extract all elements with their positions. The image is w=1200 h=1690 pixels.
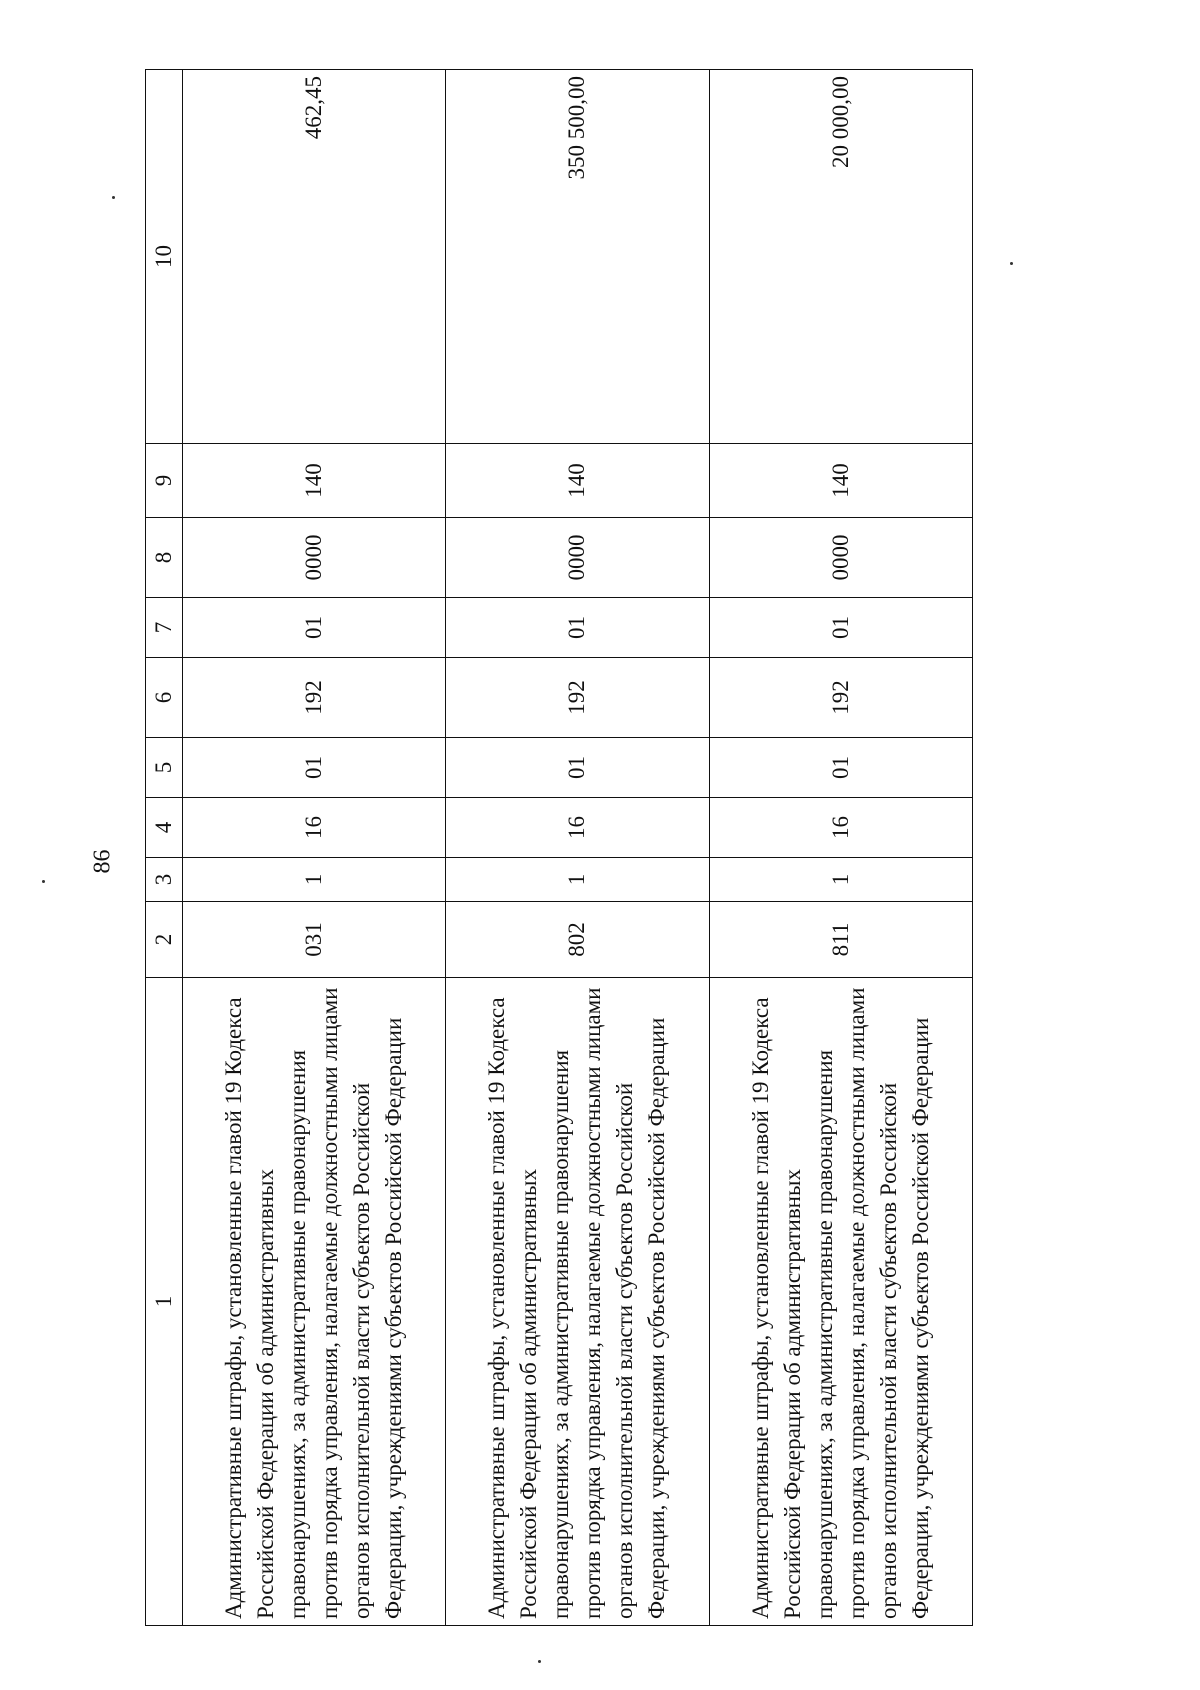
header-col-9: 9 — [146, 444, 183, 518]
row-code-col6: 192 — [709, 658, 972, 738]
row-code-col8: 0000 — [446, 518, 709, 598]
row-code-col8: 0000 — [183, 518, 446, 598]
table-row — [709, 70, 972, 1626]
row-code-col9: 140 — [446, 444, 709, 518]
row-description: Административные штрафы, установленные главой 19 Кодекса Российской Федерации об административных правонарушениях, за административные правонарушения против порядка управления, налагаемые должностными лицами органов исполнительной власти субъектов Российской Федерации, учреждениями субъектов Российской Федерации — [709, 978, 972, 1626]
row-code-col5: 01 — [446, 738, 709, 798]
header-col-3: 3 — [146, 858, 183, 902]
table-row — [446, 70, 709, 1626]
row-description: Административные штрафы, установленные главой 19 Кодекса Российской Федерации об административных правонарушениях, за административные правонарушения против порядка управления, налагаемые должностными лицами органов исполнительной власти субъектов Российской Федерации, учреждениями субъектов Российской Федерации — [446, 978, 709, 1626]
header-col-10: 10 — [146, 70, 183, 444]
row-code-col2: 031 — [183, 902, 446, 978]
page-number: 86 — [89, 849, 116, 874]
row-code-col4: 16 — [183, 798, 446, 858]
row-code-col4: 16 — [709, 798, 972, 858]
row-amount: 20 000,00 — [709, 70, 972, 444]
row-code-col3: 1 — [709, 858, 972, 902]
row-amount: 350 500,00 — [446, 70, 709, 444]
row-code-col7: 01 — [446, 598, 709, 658]
row-code-col2: 811 — [709, 902, 972, 978]
scan-speck — [42, 880, 45, 883]
row-code-col6: 192 — [183, 658, 446, 738]
header-col-4: 4 — [146, 798, 183, 858]
header-row — [146, 70, 183, 1626]
header-col-5: 5 — [146, 738, 183, 798]
row-description: Административные штрафы, установленные главой 19 Кодекса Российской Федерации об административных правонарушениях, за административные правонарушения против порядка управления, налагаемые должностными лицами органов исполнительной власти субъектов Российской Федерации, учреждениями субъектов Российской Федерации — [183, 978, 446, 1626]
row-code-col8: 0000 — [709, 518, 972, 598]
row-code-col9: 140 — [183, 444, 446, 518]
rotated-table-sheet — [145, 70, 973, 1626]
table-row — [183, 70, 446, 1626]
row-amount: 462,45 — [183, 70, 446, 444]
header-col-8: 8 — [146, 518, 183, 598]
row-code-col9: 140 — [709, 444, 972, 518]
budget-table — [145, 69, 973, 1626]
row-code-col6: 192 — [446, 658, 709, 738]
header-col-1: 1 — [146, 978, 183, 1626]
row-code-col7: 01 — [709, 598, 972, 658]
row-code-col2: 802 — [446, 902, 709, 978]
row-code-col4: 16 — [446, 798, 709, 858]
row-code-col7: 01 — [183, 598, 446, 658]
header-col-6: 6 — [146, 658, 183, 738]
row-code-col3: 1 — [183, 858, 446, 902]
header-col-2: 2 — [146, 902, 183, 978]
row-code-col5: 01 — [709, 738, 972, 798]
header-col-7: 7 — [146, 598, 183, 658]
scan-speck — [1010, 262, 1013, 265]
scan-speck — [538, 1660, 541, 1663]
row-code-col5: 01 — [183, 738, 446, 798]
scan-speck — [112, 196, 115, 199]
row-code-col3: 1 — [446, 858, 709, 902]
